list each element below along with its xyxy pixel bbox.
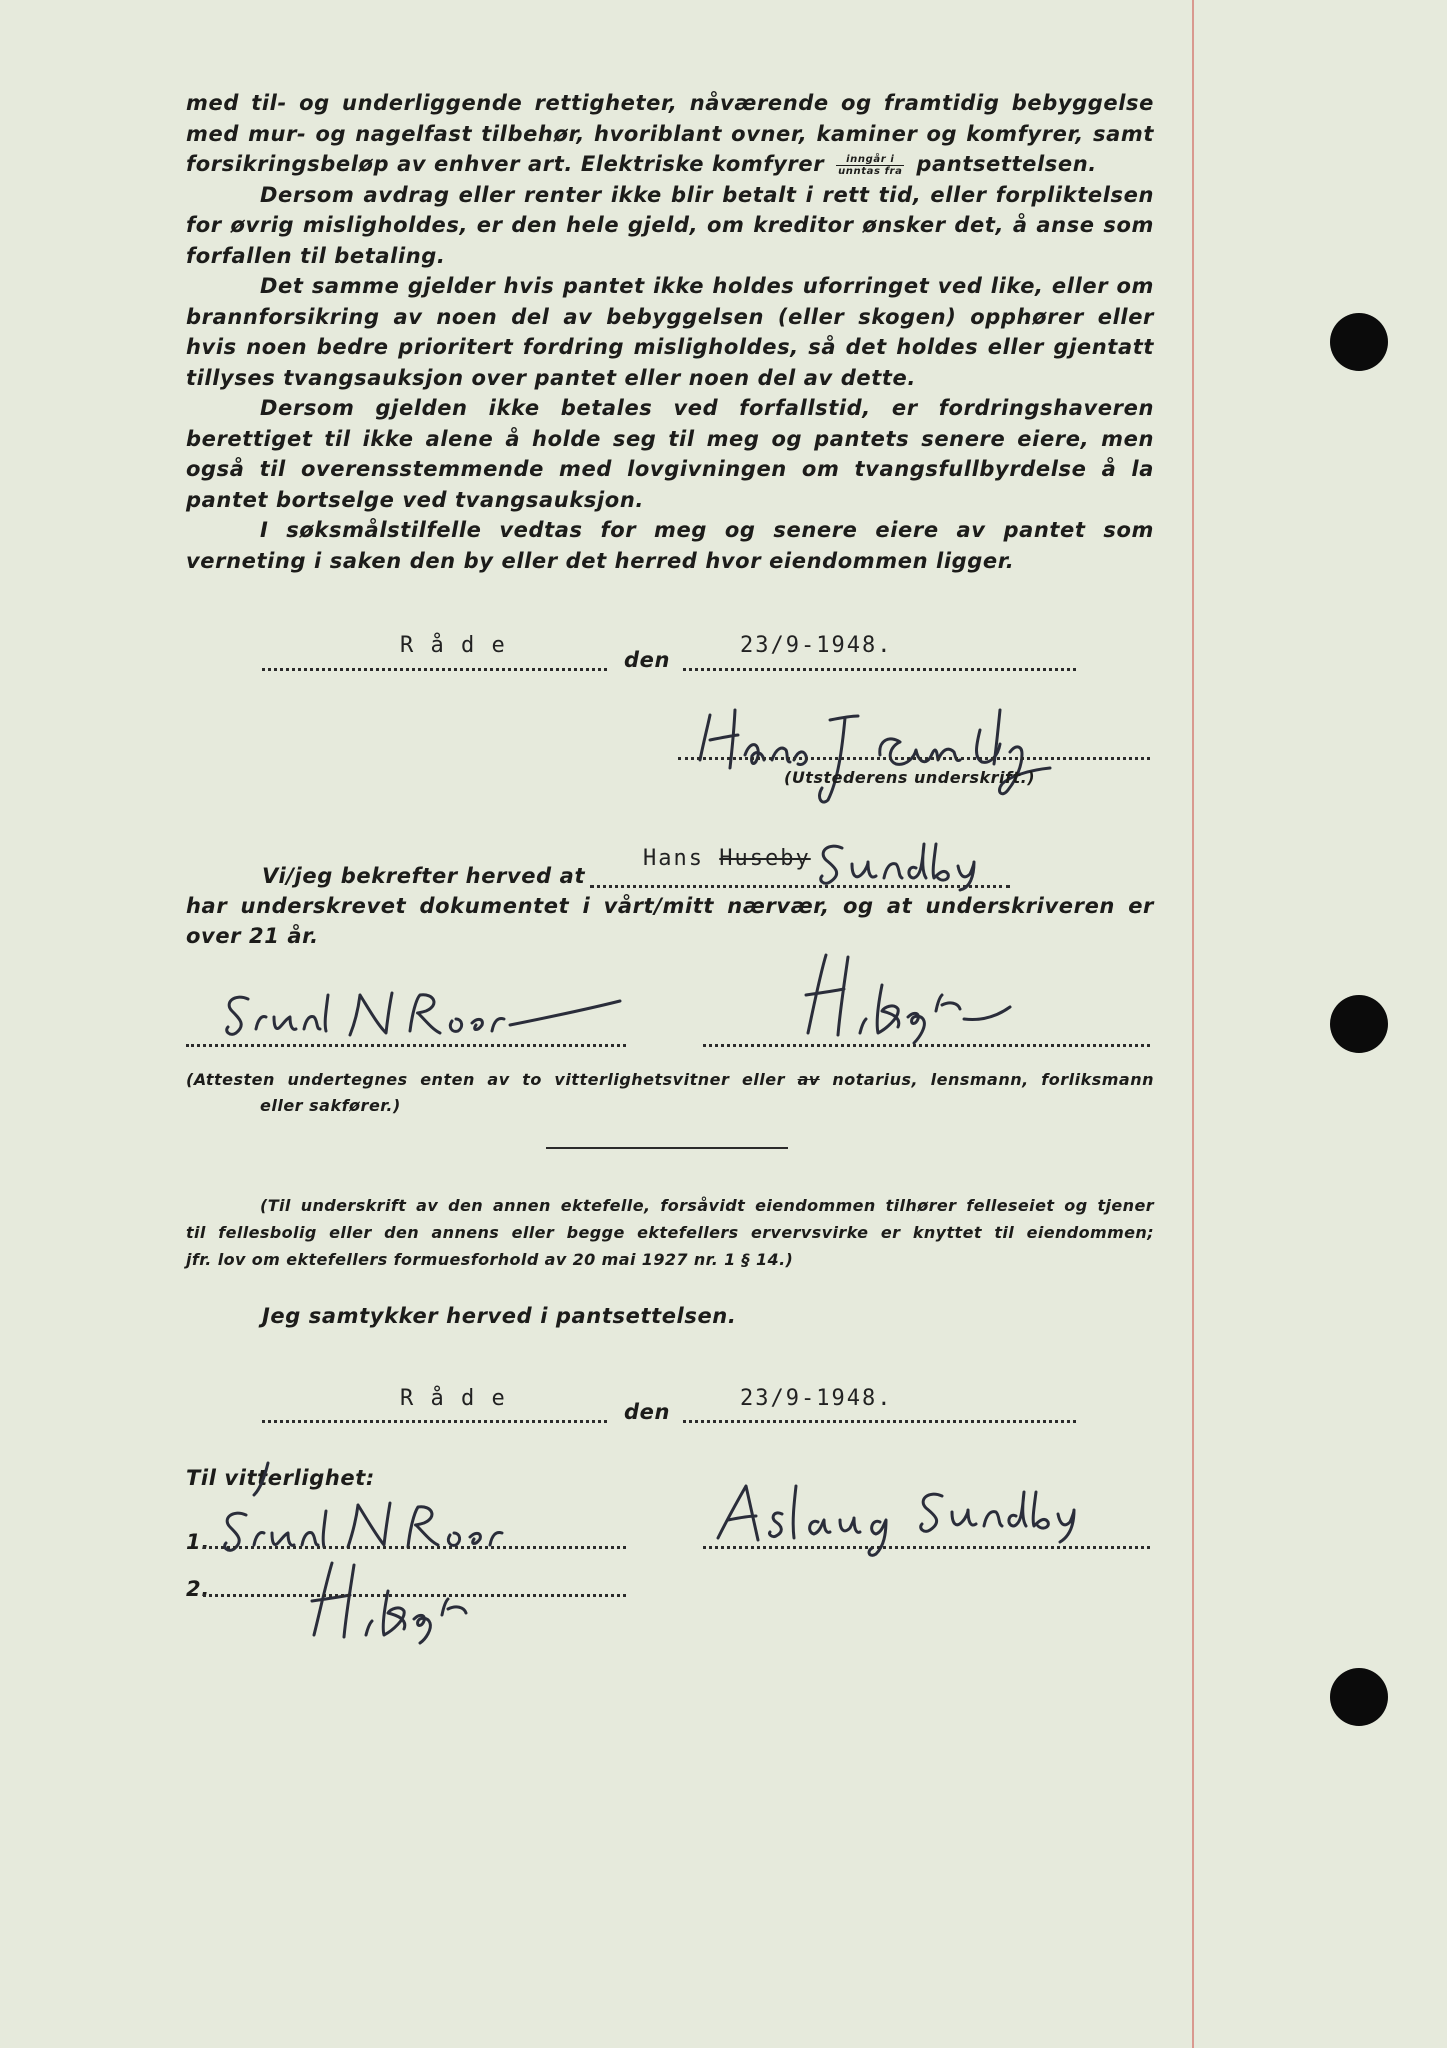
consent-witness2-dotted-line — [203, 1594, 626, 1597]
witness1-signature — [220, 985, 640, 1045]
issuer-dotted-line — [678, 757, 1150, 760]
witness2-dotted-line — [703, 1044, 1150, 1047]
consent-place-text: R å d e — [400, 1386, 507, 1411]
separator-rule — [546, 1147, 788, 1149]
den-label: den — [624, 648, 671, 672]
punch-hole — [1330, 1668, 1388, 1726]
paragraph-3: Det samme gjelder hvis pantet ikke holdes uforringet ved like, eller om brannforsikring av noen del av bebyggelsen (eller skogen) opphører eller hvis noen bedre prioritert fordring misligholdes, så det holdes eller gjentatt tillyses tvangsauksjon over pantet eller noen del av dette. — [186, 274, 1154, 390]
paragraph-1: med til- og underliggende rettigheter, nåværende og framtidig bebyggelse med mur- og nagelfast tilbehør, hvoriblant ovner, kaminer og komfyrer, samt forsikringsbeløp av enhver art. Elektriske komfyrer $\frac{\text{inngår i}}{\text{unntas fra}}$ pantsettelsen. — [186, 91, 1154, 177]
fraction-included-excluded: $\frac{\text{inngår i}}{\text{unntas fra}}$ — [838, 153, 903, 177]
place-dotted-line — [262, 668, 607, 671]
handwritten-surname — [812, 830, 1002, 890]
punch-hole — [1330, 995, 1388, 1053]
margin-rule — [1192, 0, 1194, 2048]
confirm-name: Hans Huseby — [643, 846, 811, 871]
witness2-signature — [790, 945, 1030, 1045]
body-text — [186, 88, 1154, 576]
date-text: 23/9-1948. — [740, 633, 893, 658]
spouse-dotted-line — [703, 1546, 1150, 1549]
attest-line2: eller sakfører.) — [260, 1096, 401, 1115]
consent-witness2-signature — [296, 1555, 496, 1645]
confirm-prefix: Vi/jeg bekrefter herved at — [262, 864, 586, 888]
paragraph-4: Dersom gjelden ikke betales ved forfallstid, er fordringshaveren berettiget til ikke alene å holde seg til meg og pantets senere eiere, men også til overensstemmende med lovgivningen om tvangsfullbyrdelse å la pantet bortselge ved tvangsauksjon. — [186, 396, 1154, 512]
attest-line1: (Attesten undertegnes enten av to vitterlighetsvitner eller av notarius, lensmann, forliksmann — [186, 1070, 1154, 1089]
place-text: R å d e — [400, 633, 507, 658]
confirm-line2: har underskrevet dokumentet i vårt/mitt nærvær, og at underskriveren er — [186, 894, 1154, 918]
consent-place-dotted-line — [262, 1420, 607, 1423]
punch-hole — [1330, 313, 1388, 371]
consent-date-text: 23/9-1948. — [740, 1386, 893, 1411]
paragraph-5: I søksmålstilfelle vedtas for meg og senere eiere av pantet som verneting i saken den by eller det herred hvor eiendommen ligger. — [186, 518, 1154, 573]
consent-witness1-dotted-line — [203, 1546, 626, 1549]
paragraph-2: Dersom avdrag eller renter ikke blir betalt i rett tid, eller forpliktelsen for øvrig misligholdes, er den hele gjeld, om kreditor ønsker det, å anse som forfallen til betaling. — [186, 182, 1154, 268]
witness-number-1: 1. — [186, 1530, 210, 1554]
til-vitterlighet-label: Til vitterlighet: — [186, 1466, 375, 1490]
consent-date-dotted-line — [683, 1420, 1076, 1423]
struck-word: av — [797, 1070, 820, 1089]
witness-number-2: 2. — [186, 1577, 210, 1601]
spouse-note: (Til underskrift av den annen ektefelle, forsåvidt eiendommen tilhører felleseiet og tjener til fellesbolig eller den annens eller begge ektefellers ervervsvirke er knyttet til eiendommen; jfr. lov om ektefellers formuesforhold av 20 mai 1927 nr. 1 § 14.) — [186, 1196, 1154, 1269]
consent-den-label: den — [624, 1400, 671, 1424]
issuer-caption: (Utstederens underskrift.) — [784, 768, 1036, 787]
consent-witness1-signature — [218, 1455, 558, 1555]
witness1-dotted-line — [186, 1044, 626, 1047]
consent-text: Jeg samtykker herved i pantsettelsen. — [262, 1304, 737, 1328]
confirm-line3: over 21 år. — [186, 924, 319, 948]
issuer-signature — [690, 680, 1070, 810]
date-dotted-line — [683, 668, 1076, 671]
struck-surname: Huseby — [719, 846, 811, 871]
